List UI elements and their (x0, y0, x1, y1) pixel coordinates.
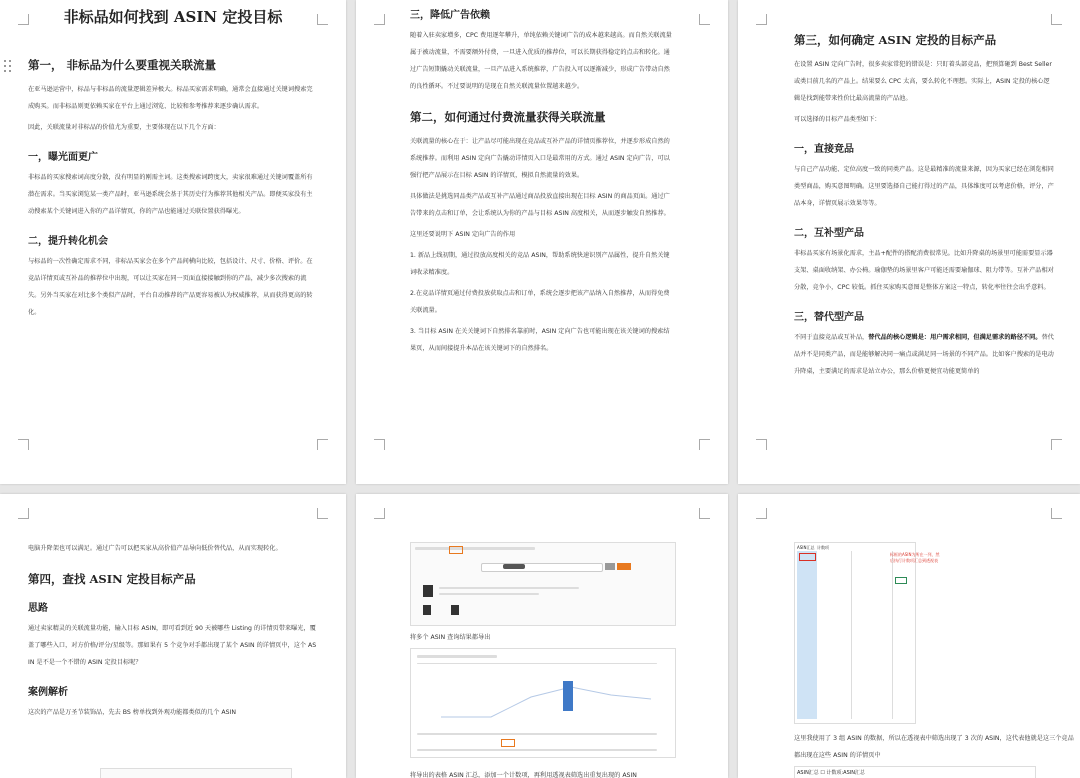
paragraph: 关联流量的核心在于：让产品尽可能出现在竞品或互补产品的详情页推荐位，并逐步形成自然的系统推荐。而利用 ASIN 定向广告撬动详情页入口是最常用的方式。通过 ASIN 定向广告，可以强行把产品展示在目标 ASIN 的详情页，模拟自然流量的效果。 (410, 138, 670, 179)
button-shape (617, 563, 631, 570)
paragraph: 3. 当目标 ASIN 在关关键词下自然排名靠前时，ASIN 定向广告也可能出现在该关键词的搜索结果页，从而间接提升本品在该关键词下的自然排名。 (410, 328, 670, 352)
paragraph: 电脑升降架也可以满足。通过广告可以把买家从高价值产品导向低价替代品，从而实现转化。 (28, 545, 282, 552)
subsection-heading: 一，直接竞品 (794, 144, 854, 155)
subsection-heading: 三，降低广告依赖 (410, 10, 490, 21)
document-page-3 (738, 0, 1080, 484)
paragraph: 在设置 ASIN 定向广告时，很多卖家常犯的错误是：只盯着头部竞品，把预算砸到 Best Seller 或类目前几名的产品上。结果要么 CPC 太高，要么转化不理想。实际上，ASIN 定投的核心逻辑是找到能带来性价比最高流量的产品池。 (794, 61, 1052, 102)
crop-mark (756, 508, 767, 519)
caption: 将导出的表格 ASIN 汇总，添加一个计数项，再利用透视表筛选出重复出现的 ASIN (410, 772, 637, 778)
search-tag (503, 564, 525, 569)
text-span: 不同于直接竞品或互补品， (794, 334, 869, 341)
sheet-column (851, 551, 893, 719)
paragraph: 这里还要说明下 ASIN 定向广告的作用 (410, 231, 516, 238)
section-heading: 第二，如何通过付费流量获得关联流量 (410, 110, 606, 124)
crop-mark (374, 508, 385, 519)
drag-handle-icon[interactable] (4, 60, 12, 74)
text-line (417, 733, 657, 735)
selected-cell (895, 577, 907, 584)
paragraph: 具体做法是挑选同品类产品或互补产品通过商品投放直接出现在目标 ASIN 的商品页面。通过广告带来的点击和订单，会让系统认为你的产品与目标 ASIN 高度相关，从而逐步触发自然推荐。 (410, 193, 670, 217)
product-thumb (423, 585, 433, 597)
caption: 将多个 ASIN 查询结果都导出 (410, 634, 491, 641)
document-title: 非标品如何找到 ASIN 定投目标 (63, 8, 283, 26)
paragraph: 随着入驻卖家增多，CPC 费用逐年攀升，单纯依赖关键词广告的成本越来越高。而自然关联流量属于被动流量，不需要额外付费，一旦进入优质的推荐位，可以长期获得稳定的点击和转化。通过广告短期撬动关联流量，一旦产品进入系统推荐，广告投入可以逐渐减少，形成广告带动自然的良性循环。不过要说明的是现在自然关联流量位置越来越少。 (410, 32, 672, 90)
subsection-heading: 思路 (28, 603, 48, 614)
caption: 这里我使用了 3 组 ASIN 的数据，所以在透视表中筛选出现了 3 次的 ASIN，这代表他就是这三个竞品都出现在这些 ASIN 的详情页中 (794, 735, 1074, 759)
crop-mark (374, 439, 385, 450)
text-line (417, 663, 657, 664)
paragraph (794, 329, 1054, 380)
document-page-4 (0, 494, 346, 778)
document-page-1 (0, 0, 346, 484)
screenshot-image (100, 768, 292, 778)
crop-mark (374, 14, 385, 25)
crop-mark (756, 14, 767, 25)
crop-mark (699, 508, 710, 519)
paragraph: 通过卖家精灵的关联流量功能，输入目标 ASIN，即可看到近 90 天被哪些 Listing 的详情页带来曝光，覆盖了哪些入口，对方价格/评分/星级等。那如果有 5 个竞争对手都出现了某个 ASIN 的详情页中，这个 ASIN 是不是一个不错的 ASIN 定投目标呢？ (28, 625, 317, 666)
subsection-heading: 案例解析 (28, 687, 68, 698)
paragraph: 与标品的一次性确定需求不同，非标品买家会在多个产品间横向比较，包括设计、尺寸、价格、评价。在竞品详情页或互补品的推荐位中出现，可以让买家在同一页面直接接触到你的产品，减少多次搜索的流失。另外当买家在对比多个类似产品时，平台自动推荐的产品更容易被认为权威推荐，从而获得更高的转化。 (28, 258, 313, 316)
text-span: 替代品并不是同类产品，而是能够解决同一痛点或满足同一场景的不同产品。比如客户搜索的是电动升降桌，主要满足的需求是站立办公，那么价格更便宜功能更简单的 (794, 334, 1054, 375)
document-page-2 (356, 0, 728, 484)
subsection-heading: 三，替代型产品 (794, 312, 864, 323)
crop-mark (18, 439, 29, 450)
section-heading: 第三，如何确定 ASIN 定投的目标产品 (794, 33, 997, 47)
button-shape (605, 563, 615, 570)
paragraph: 1. 新品上线初期，通过投放高度相关的竞品 ASIN，帮助系统快速识别产品属性，提升自然关键词收录精准度。 (410, 252, 670, 276)
paragraph: 在亚马逊运营中，标品与非标品的流量逻辑差异极大。标品买家需求明确，通常会直接通过关键词搜索完成购买。而非标品则更依赖买家在平台上通过浏览、比较和参考推荐来逐步确认需求。 (28, 86, 313, 110)
highlighted-column (797, 551, 817, 719)
table-screenshot (794, 766, 1036, 778)
toolbar-row (415, 547, 535, 550)
section-heading: 第一， 非标品为什么要重视关联流量 (28, 58, 217, 72)
section-heading: 第四，查找 ASIN 定投目标产品 (28, 572, 196, 586)
paragraph: 这次的产品是万圣节装饰品，先去 BS 榜单找到外观功能都类似的几个 ASIN (28, 709, 237, 716)
annotation-box (799, 553, 816, 561)
tab-highlight (449, 546, 463, 554)
paragraph: 2.在竞品详情页通过付费投放获取点击和订单，系统会逐步把该产品纳入自然推荐，从而得免费关联流量。 (410, 290, 670, 314)
subsection-heading: 一，曝光面更广 (28, 152, 98, 163)
product-thumb (451, 605, 459, 615)
crop-mark (756, 439, 767, 450)
crop-mark (317, 508, 328, 519)
subsection-heading: 二，提升转化机会 (28, 236, 108, 247)
document-page-5 (356, 494, 728, 778)
spreadsheet-screenshot (794, 542, 916, 724)
paragraph: 与自己产品功能、定位高度一致的同类产品。这是最精准的流量来源，因为买家已经在浏览相同类型商品，购买意图明确。这里要选择自己能打得过的产品，具体维度可以考虑价格，评分，产品本身，详情页展示效果等等。 (794, 166, 1054, 207)
paragraph: 非标品买家有场景化需求，主品+配件的搭配消费很常见。比如升降桌的场景里可能需要显示器支架、桌面收纳架、办公椅。瑜伽垫的场景里客户可能还需要瑜伽球、阻力带等。互补产品相对分散，竞争小，CPC 较低。抓住买家购买意图是整体方案这一特点，转化率往往会出乎意料。 (794, 250, 1054, 291)
column-header: ASIN汇总 ☐ 计数项:ASIN汇总 (797, 770, 865, 776)
subsection-heading: 二，互补型产品 (794, 228, 864, 239)
chart-screenshot (410, 648, 676, 758)
crop-mark (317, 14, 328, 25)
product-thumb (423, 605, 431, 615)
crop-mark (1051, 439, 1062, 450)
column-header: ASIN汇总 (797, 545, 815, 550)
crop-mark (317, 439, 328, 450)
document-page-6 (738, 494, 1080, 778)
text-line (439, 587, 579, 589)
crop-mark (699, 439, 710, 450)
crop-mark (1051, 508, 1062, 519)
column-header: 计数项 (817, 545, 829, 550)
tab-highlight (501, 739, 515, 747)
text-line (417, 749, 657, 751)
annotation-note: 标框的ASIN为所在一列，然后执行计数项汇总到透视表 (890, 552, 940, 563)
screenshot-image (410, 542, 676, 626)
paragraph: 非标品的买家搜索词高度分散，没有明显的刚需主词。这类搜索词跨度大，卖家很难通过关键词覆盖所有潜在需求。当买家浏览某一类产品时，亚马逊系统会基于其历史行为推荐其他相关产品。即便买家没有主动搜索某个关键词进入你的产品详情页，你的产品也能通过关联位置获得曝光。 (28, 174, 313, 215)
paragraph: 可以选择的目标产品类型如下： (794, 116, 881, 123)
bold-text: 替代品的核心逻辑是：用户需求相同，但满足需求的路径不同。 (868, 334, 1042, 341)
crop-mark (699, 14, 710, 25)
text-line (417, 655, 497, 658)
paragraph: 因此，关联流量对非标品的价值尤为重要，主要体现在以下几个方面： (28, 124, 220, 131)
text-line (439, 593, 539, 595)
trend-chart-icon (411, 667, 675, 727)
search-box (481, 563, 603, 572)
